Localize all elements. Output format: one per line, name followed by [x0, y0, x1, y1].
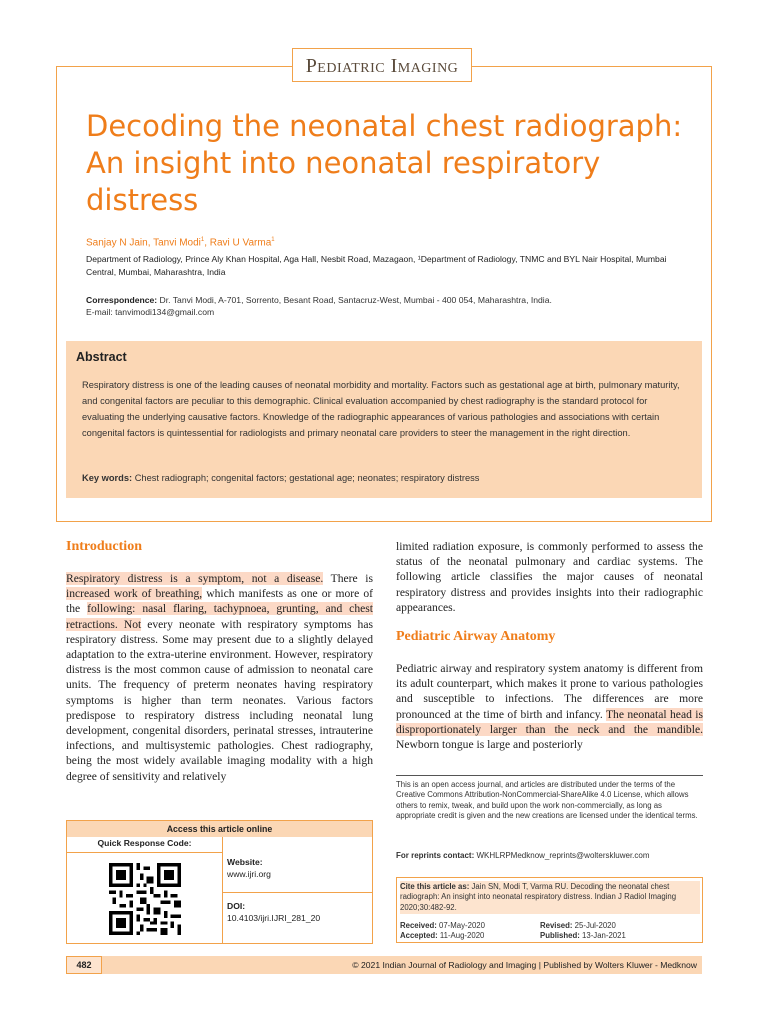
abstract-box	[66, 341, 702, 498]
airway-text-1: Pediatric airway and respiratory system anatomy is different from its adult counterpart, which makes it prone to various pathologies and susceptible to infections. The differences are more pronounced at the time of birth and infancy.	[396, 662, 703, 721]
received-label: Received:	[400, 921, 437, 930]
intro-highlight-2: increased work of breathing,	[66, 587, 203, 601]
received-value: 07-May-2020	[436, 921, 485, 930]
dates	[400, 921, 700, 941]
affiliation: Department of Radiology, Prince Aly Khan Hospital, Aga Hall, Nesbit Road, Mazagaon, ¹Department of Radiology, TNMC and BYL Nair Hospital, Mumbai Central, Mumbai, Maharashtra, India	[86, 254, 667, 277]
author-sup-2: 1	[271, 237, 275, 243]
frame-right	[711, 66, 712, 522]
introduction-heading: Introduction	[66, 539, 142, 554]
website-link[interactable]: www.ijri.org	[227, 869, 271, 879]
received-date	[400, 921, 540, 931]
reprints-contact	[396, 851, 703, 860]
license-text: This is an open access journal, and articles are distributed under the terms of the Creative Commons Attribution-NonCommercial-ShareAlike 4.0 License, which allows others to remix, tweak, and build upon the work non-commercially, as long as appropriate credit is given and the new creations are licensed under the identical terms.	[396, 780, 698, 821]
frame-top-right	[472, 66, 712, 67]
footer-text: © 2021 Indian Journal of Radiology and Imaging | Published by Wolters Kluwer - Medknow	[352, 960, 697, 970]
revised-label: Revised:	[540, 921, 573, 930]
airway-heading: Pediatric Airway Anatomy	[396, 629, 556, 644]
intro-text-1: There is	[323, 572, 373, 585]
accepted-date	[400, 931, 540, 941]
intro-highlight-1: Respiratory distress is a symptom, not a disease.	[66, 572, 324, 585]
introduction-continuation: limited radiation exposure, is commonly performed to assess the status of the neonatal pulmonary and cardiac systems. The following article classifies the major causes of neonatal respiratory distress and provides insights into their radiographic appearances.	[396, 540, 703, 614]
abstract-heading: Abstract	[76, 350, 127, 364]
access-divider	[222, 837, 223, 943]
cite-box	[396, 877, 703, 943]
accepted-value: 11-Aug-2020	[437, 931, 485, 940]
intro-text-2: which manifests as one or more of the	[66, 587, 373, 616]
airway-body	[396, 661, 703, 752]
correspondence-email[interactable]: E-mail: tanvimodi134@gmail.com	[86, 307, 215, 317]
published-date	[540, 931, 680, 941]
airway-highlight-1: The neonatal head is disproportionately larger than the neck and the mandible.	[396, 707, 703, 736]
introduction-body	[66, 571, 373, 784]
doi-link[interactable]: 10.4103/ijri.IJRI_281_20	[227, 913, 321, 923]
author-text-2: , Ravi U Varma	[204, 237, 272, 249]
access-hline-right	[223, 892, 372, 893]
keywords-text: Chest radiograph; congenital factors; gestational age; neonates; respiratory distress	[132, 473, 480, 483]
intro-highlight-3: following: nasal flaring, tachypnoea, grunting, and chest retractions. Not	[66, 602, 373, 631]
intro-text-3: every neonate with respiratory symptoms has respiratory distress. Some may present due to a slightly delayed adaptation to the extra-uterine environment. However, respiratory distress is the most common cause of admission to neonatal care units. The frequency of preterm neonates having respiratory symptoms is higher than term neonates. Various factors predispose to respiratory distress including neonatal lung development, congenital disorders, perinatal stresses, intrauterine infections, and multisystemic pathologies. Chest radiography, being the most widely available imaging modality with a high degree of sensitivity and relatively	[66, 617, 373, 783]
cite-body: Jain SN, Modi T, Varma RU. Decoding the neonatal chest radiograph: An insight into neonatal respiratory distress. Indian J Radiol Imaging 2020;30:482-92.	[400, 882, 677, 912]
revised-value: 25-Jul-2020	[572, 921, 616, 930]
correspondence-label: Correspondence:	[86, 295, 158, 305]
author-text-1: Sanjay N Jain, Tanvi Modi	[86, 237, 201, 249]
qr-label: Quick Response Code:	[97, 838, 192, 848]
reprints-email[interactable]: WKHLRPMedknow_reprints@wolterskluwer.com	[474, 851, 650, 860]
frame-bottom	[56, 521, 712, 522]
accepted-label: Accepted:	[400, 931, 438, 940]
author-sup-1: 1	[200, 237, 205, 243]
correspondence-text: Dr. Tanvi Modi, A-701, Sorrento, Besant Road, Santacruz-West, Mumbai - 400 054, Maharashtra, India.	[157, 295, 552, 305]
authors	[86, 237, 275, 248]
keywords-label: Key words:	[82, 473, 133, 483]
section-label: Pediatric Imaging	[292, 48, 472, 82]
license-rule	[396, 775, 703, 776]
frame-top-left	[56, 66, 292, 67]
qr-code-icon[interactable]	[109, 863, 181, 935]
published-value: 13-Jan-2021	[579, 931, 626, 940]
access-box	[66, 820, 373, 944]
revised-date	[540, 921, 680, 931]
access-heading: Access this article online	[67, 821, 372, 837]
cite-text	[400, 881, 700, 914]
published-label: Published:	[540, 931, 580, 940]
keywords	[82, 473, 688, 483]
website-label: Website:	[227, 857, 263, 867]
doi-label: DOI:	[227, 901, 246, 911]
cite-label: Cite this article as:	[400, 882, 470, 891]
frame-left	[56, 66, 57, 522]
access-hline-left	[67, 852, 222, 853]
airway-text-2: Newborn tongue is large and posteriorly	[396, 738, 583, 752]
reprints-label: For reprints contact:	[396, 851, 475, 860]
article-title: Decoding the neonatal chest radiograph: An insight into neonatal respiratory distress	[86, 109, 683, 217]
page-number: 482	[66, 956, 102, 974]
correspondence	[86, 294, 696, 318]
abstract-text: Respiratory distress is one of the leading causes of neonatal morbidity and mortality. Factors such as gestational age at birth, pulmonary maturity, and congenital factors are peculiar to this demographic. Clinical evaluation accompanied by chest radiography is the standard protocol for evaluating the underlying causative factors. Knowledge of the radiographic appearances of various pathologies and associations with certain congenital factors is quintessential for radiologists and primary neonatal care providers to steer the management in the right direction.	[82, 380, 680, 438]
